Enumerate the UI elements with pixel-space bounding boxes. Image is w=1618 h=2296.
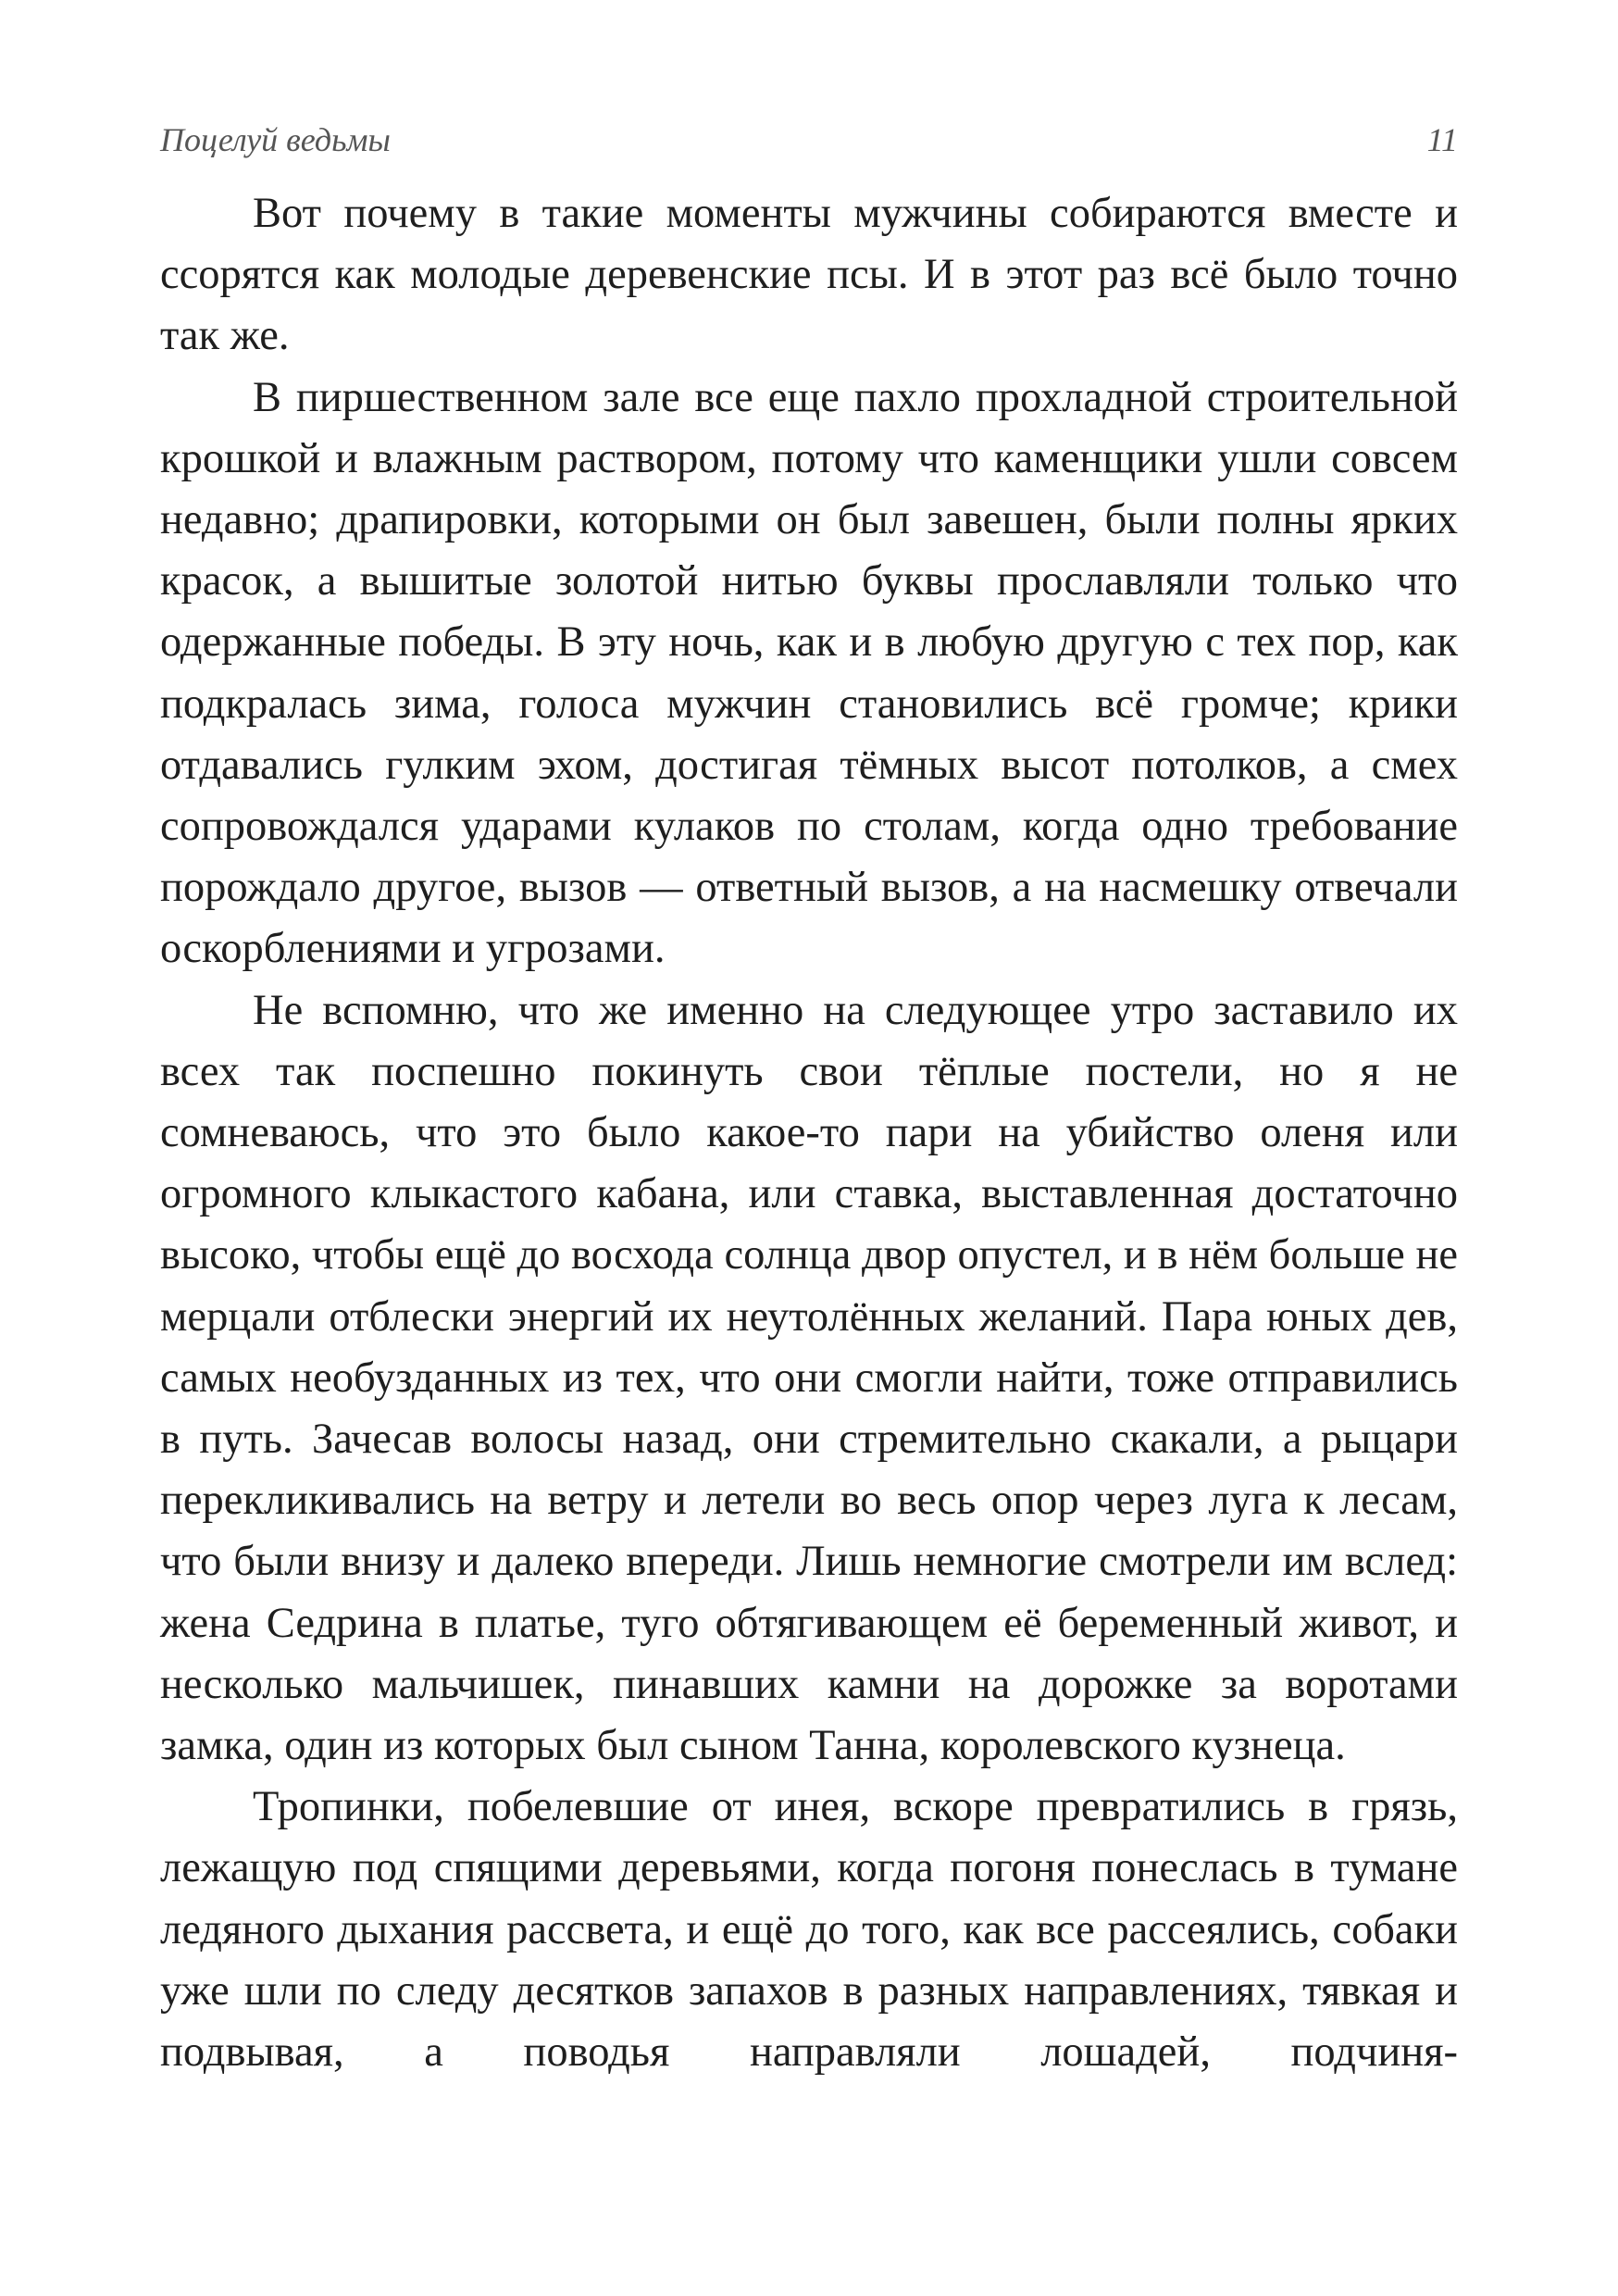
paragraph-1: Вот почему в такие моменты мужчины собираются вместе и ссорятся как молодые деревенские псы. И в этот раз всё было точно так же. bbox=[160, 190, 1458, 360]
paragraph-2: В пиршественном зале все еще пахло прохладной строительной крошкой и влажным раствором, потому что каменщики ушли совсем недавно; драпировки, которыми он был завешен, были полны ярких красок, а вышитые золотой нитью буквы прославляли только что одержанные победы. В эту ночь, как и в любую другую с тех пор, как подкралась зима, голоса мужчин становились всё громче; крики отдавались гулким эхом, достигая тёмных высот потолков, а смех сопровождался ударами кулаков по столам, когда одно требование порождало другое, вызов — ответный вызов, а на насмешку отвечали оскорблениями и угрозами. bbox=[160, 373, 1458, 973]
page-number: 11 bbox=[1426, 121, 1458, 158]
paragraph-3: Не вспомню, что же именно на следующее утро заставило их всех так поспешно покинуть свои тёплые постели, но я не сомневаюсь, что это было какое-то пари на убийство оленя или огромного клыкастого кабана, или ставка, выставленная достаточно высоко, чтобы ещё до восхода солнца двор опустел, и в нём больше не мерцали отблески энергий их неутолённых желаний. Пара юных дев, самых необузданных из тех, что они смогли найти, тоже отправились в путь. Зачесав волосы назад, они стремительно скакали, а рыцари перекликивались на ветру и летели во весь опор через луга к лесам, что были внизу и далеко впереди. Лишь немногие смотрели им вслед: жена Седрина в платье, туго обтягивающем её беременный живот, и несколько мальчишек, пинавших камни на дорожке за воротами замка, один из которых был сыном Танна, королевского кузнеца. bbox=[160, 986, 1458, 1770]
running-head-title: Поцелуй ведьмы bbox=[160, 121, 391, 158]
running-head bbox=[160, 113, 1458, 168]
paragraph-4: Тропинки, побелевшие от инея, вскоре превратились в грязь, лежащую под спящими деревьями, когда погоня понеслась в тумане ледяного дыхания рассвета, и ещё до того, как все рассеялись, собаки уже шли по следу десятков запахов в разных направлениях, тявкая и подвывая, а поводья направляли лошадей, подчиня- bbox=[160, 1783, 1458, 2077]
body-text bbox=[160, 183, 1458, 2083]
